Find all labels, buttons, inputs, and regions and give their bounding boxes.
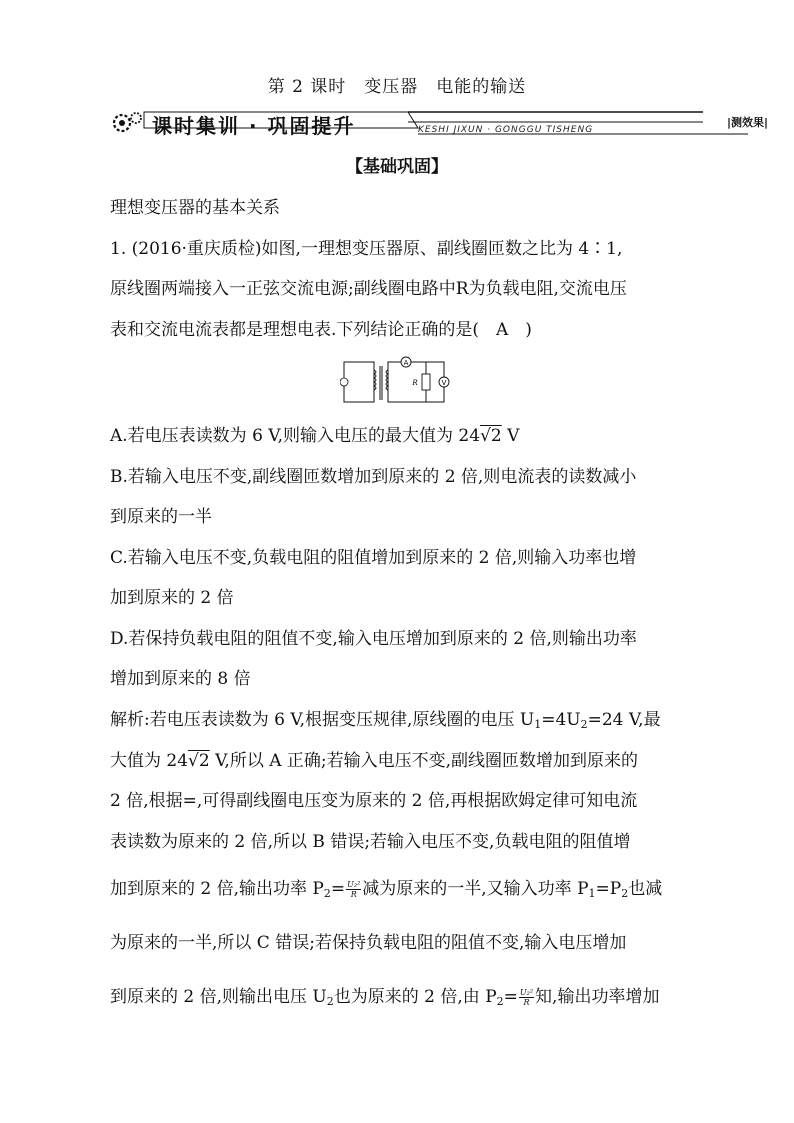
question-stem-line: 表和交流电流表都是理想电表.下列结论正确的是( A ): [110, 319, 532, 340]
voltmeter-label: V: [441, 379, 447, 387]
topic-heading: 理想变压器的基本关系: [110, 198, 280, 218]
analysis-line: 表读数为原来的 2 倍,所以 B 错误;若输入电压不变,负载电阻的阻值增: [110, 831, 631, 852]
option-d-line: D.若保持负载电阻的阻值不变,输入电压增加到原来的 2 倍,则输出功率: [110, 628, 637, 649]
option-b-line: 到原来的一半: [110, 507, 212, 527]
transformer-circuit-diagram: [340, 356, 460, 408]
fraction: $\frac{\text{U₂²}}{R}$: [519, 988, 534, 1007]
ac-source-icon: [340, 378, 348, 386]
option-b-line: B.若输入电压不变,副线圈匝数增加到原来的 2 倍,则电流表的读数减小: [110, 466, 637, 487]
option-d-line: 增加到原来的 8 倍: [110, 669, 251, 689]
option-a: A.若电压表读数为 6 V,则输入电压的最大值为 24√2 V: [110, 426, 520, 446]
analysis-line: 2 倍,根据=,可得副线圈电压变为原来的 2 倍,再根据欧姆定律可知电流: [110, 791, 638, 811]
banner-tag: |测效果|: [726, 116, 768, 129]
resistor-label: R: [412, 379, 418, 387]
question-stem-line: 原线圈两端接入一正弦交流电源;副线圈电路中R为负载电阻,交流电压: [110, 279, 627, 299]
sqrt-symbol: √2: [188, 750, 210, 771]
question-stem-line: 1. (2016·重庆质检)如图,一理想变压器原、副线圈匝数之比为 4∶1,: [110, 238, 623, 259]
analysis-block: [110, 700, 690, 1024]
fraction: $\frac{\text{U₂²}}{R}$: [347, 880, 361, 899]
section-heading: 【基础巩固】: [346, 157, 448, 177]
banner-title: 课时集训 · 巩固提升: [152, 114, 356, 138]
resistor-icon: [422, 374, 430, 390]
banner-pinyin: KESHI JIXUN · GONGGU TISHENG: [418, 125, 594, 135]
option-c-line: C.若输入电压不变,负载电阻的阻值增加到原来的 2 倍,则输入功率也增: [110, 547, 637, 568]
analysis-line: 解析:若电压表读数为 6 V,根据变压规律,原线圈的电压 $U_1=4U_2=24$ V,最: [110, 710, 661, 731]
ammeter-label: A: [403, 359, 409, 367]
sqrt-symbol: √2: [480, 426, 502, 446]
section-banner: [108, 108, 772, 138]
question-block: [110, 188, 690, 350]
page-title: 第 2 课时 变压器 电能的输送: [267, 77, 527, 97]
analysis-line: 为原来的一半,所以 C 错误;若保持负载电阻的阻值不变,输入电压增加: [110, 933, 627, 953]
gear-icon: [114, 113, 141, 131]
option-c-line: 加到原来的 2 倍: [110, 588, 234, 608]
analysis-line: 加到原来的 2 倍,输出功率 $P_2=$ $\frac{\text{U₂²}}{R}$ 减为原来的一半,又输入功率 $P_1=P_2$也减: [110, 879, 663, 900]
options-block: [110, 416, 690, 700]
analysis-line: 到原来的 2 倍,则输出电压 $U_2$也为原来的 2 倍,由 $P_2=$ $\frac{\text{U₂²}}{R}$ 知,输出功率增加: [110, 987, 660, 1008]
analysis-line: 大值为 24√2 V,所以 A 正确;若输入电压不变,副线圈匝数增加到原来的: [110, 750, 639, 771]
